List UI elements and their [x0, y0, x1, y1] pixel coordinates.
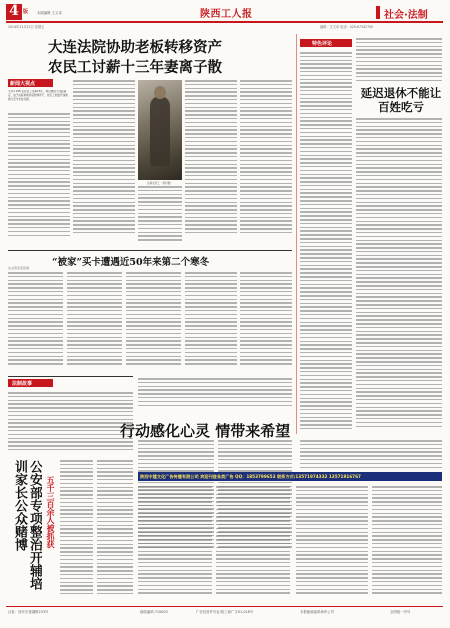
feature-column-4: [185, 272, 237, 372]
ad-text: 陕西中建文化广告传播有限公司 欢迎刊登各类广告 QQ：1853799653 联系方式:13571974332 13571916767: [140, 473, 361, 479]
opinion-headline: [360, 86, 442, 114]
editor-line: 本版编辑 王文卓: [37, 11, 62, 15]
lead-column-3: [138, 186, 182, 245]
feature-column-5: [240, 272, 292, 372]
opinion-kicker: 特色评论: [312, 40, 333, 47]
bottom-column-2: [216, 486, 290, 600]
footer-left: 社址：西安市莲湖路233号: [8, 610, 49, 614]
bottom-column-3: [296, 486, 368, 600]
law-vertical-headline: 公安部专项整治开辅培训家长公众赌博: [12, 460, 42, 590]
opinion-column-1: [300, 52, 352, 432]
law-column-2: [60, 460, 93, 600]
lead-column-2: [73, 80, 135, 245]
column-divider: [296, 34, 297, 434]
page-number: [6, 3, 22, 20]
lead-headline-2: 农民工讨薪十三年妻离子散: [48, 59, 222, 76]
opinion-headline-text: 延迟退休不能让百姓吃亏: [360, 86, 442, 114]
feature-top-rule: [8, 250, 292, 251]
lead-column-4: [185, 80, 237, 245]
footer-rule: [6, 606, 443, 607]
lead-photo-head: [154, 86, 166, 99]
date-line: 2014年11月21日 星期五: [8, 25, 45, 29]
feature-column-2: [67, 272, 122, 372]
feature-headline: “被家”买卡遭遇近50年来第二个寒冬: [52, 257, 210, 268]
opinion-column-2: [356, 38, 442, 84]
lead-headline-1: 大连法院协助老板转移资产: [48, 39, 222, 56]
paper-name: 陕西工人报: [200, 9, 253, 20]
campaign-column-3: [300, 440, 442, 470]
section-badge: [376, 6, 380, 19]
bottom-column-4: [372, 486, 442, 600]
feature-sub: 生态营家安报道: [8, 266, 30, 270]
lead-intro: 大连1 196 名农民工讨薪13年，他们被困于法院裁定，由于法院协助老板转移资产，农民工的血汗钱被拖欠至今未能兑现。: [8, 90, 68, 101]
page-number-value: 4: [9, 3, 19, 19]
footer-mid-1: 邮政编码:710003: [140, 610, 168, 614]
masthead-rule: [6, 21, 443, 23]
footer-right: 全国统一刊号: [390, 610, 411, 614]
campaign-headline: 行动感化心灵 情带来希望: [120, 422, 291, 440]
lead-column-5: [240, 80, 292, 245]
feature-column-1: [8, 272, 63, 372]
law-column-3: [97, 460, 133, 600]
lead-column-1: [8, 113, 70, 245]
law-top-rule: [8, 376, 133, 377]
lead-photo-caption: 讨薪农民工（资料图）: [147, 182, 173, 185]
footer-mid-3: 本报邮政编码承印公司: [300, 610, 334, 614]
law-vertical-sub: 五千三百余人被抓获: [46, 476, 56, 548]
footer-mid-2: 广告经营许可证:陕工商广字01-018号: [196, 610, 254, 614]
lead-photo-figure: [150, 96, 170, 166]
section-title: 社会·法制: [384, 10, 428, 21]
bottom-column-1: [138, 486, 212, 600]
opinion-column-3: [356, 118, 442, 432]
law-column-1: [8, 392, 133, 454]
page-unit: 版: [23, 9, 29, 15]
campaign-column-0: [138, 378, 292, 408]
law-kicker: 法制故事: [12, 380, 33, 387]
feature-column-3: [126, 272, 181, 372]
lead-kicker: 新闻大视点: [10, 80, 36, 87]
contact-line: 编辑：王文卓 电话：029-87342700: [320, 25, 374, 29]
